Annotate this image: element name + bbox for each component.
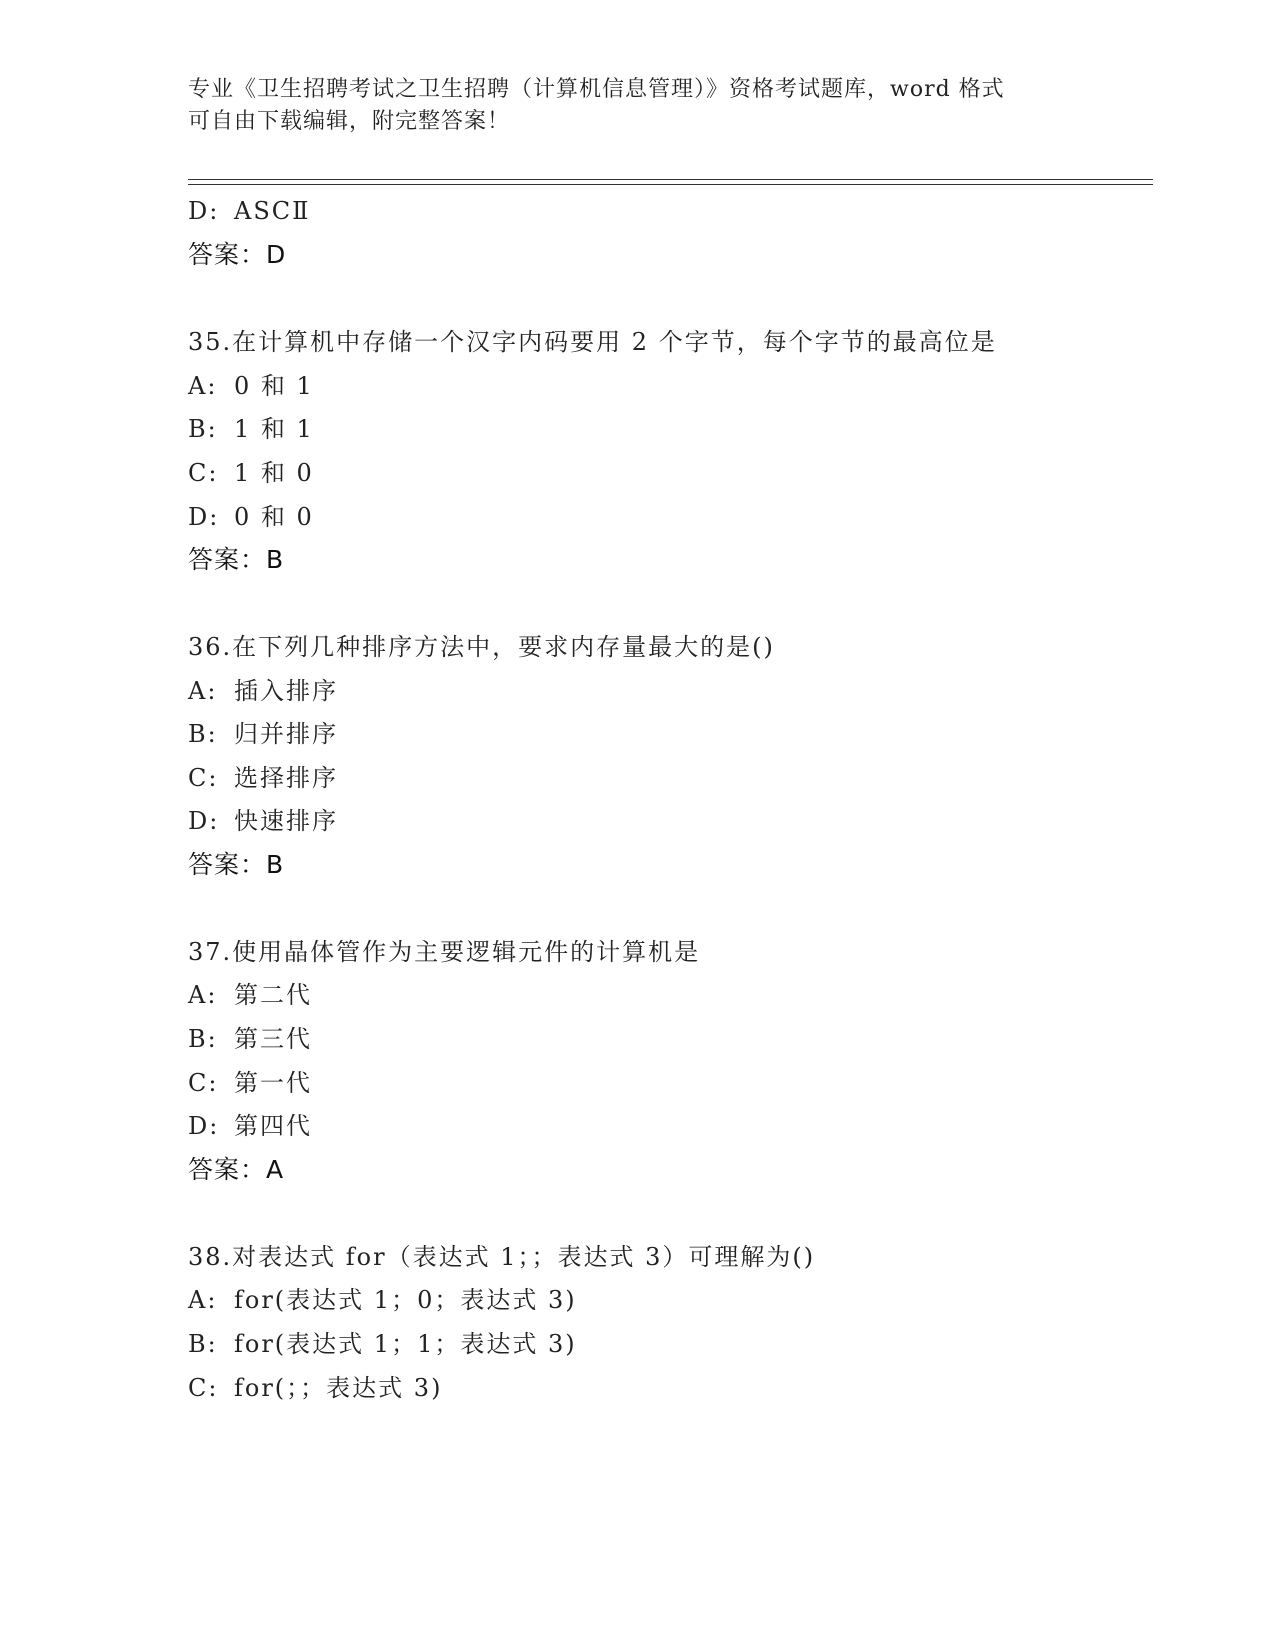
option-label: A: — [188, 677, 218, 705]
q36-option-a — [188, 676, 338, 706]
q37-option-a — [188, 980, 312, 1010]
prev-option-d — [188, 196, 310, 226]
option-text: 1 和 1 — [234, 415, 314, 443]
option-label: B: — [188, 720, 218, 748]
header-line-2: 可自由下载编辑，附完整答案！ — [188, 109, 511, 134]
option-text: 快速排序 — [234, 807, 338, 835]
option-text: 第一代 — [234, 1069, 312, 1097]
q38-option-c — [188, 1373, 442, 1403]
q36-option-d — [188, 806, 338, 836]
option-label: B: — [188, 1025, 218, 1053]
q38-option-a — [188, 1285, 577, 1315]
option-text: 第四代 — [234, 1112, 312, 1140]
header-rule-bottom — [188, 184, 1153, 185]
q35-answer: 答案：B — [188, 545, 285, 574]
option-text: for(；；表达式 3) — [234, 1374, 443, 1402]
q38-option-b — [188, 1329, 577, 1359]
option-label: D: — [188, 503, 220, 531]
option-text: 1 和 0 — [234, 459, 314, 487]
q36-option-c — [188, 763, 338, 793]
question-35: 35.在计算机中存储一个汉字内码要用 2 个字节，每个字节的最高位是 — [188, 328, 997, 356]
question-36: 36.在下列几种排序方法中，要求内存量最大的是() — [188, 633, 775, 661]
question-38: 38.对表达式 for（表达式 1；；表达式 3）可理解为() — [188, 1243, 816, 1271]
option-text: 第二代 — [234, 981, 312, 1009]
option-label: A: — [188, 372, 218, 400]
option-text: ASCⅡ — [234, 197, 311, 225]
header-line-1: 专业《卫生招聘考试之卫生招聘（计算机信息管理）》资格考试题库，word 格式 — [188, 77, 1005, 102]
header-rule-top — [188, 179, 1153, 180]
q35-option-b — [188, 414, 314, 444]
option-label: A: — [188, 1286, 218, 1314]
option-label: B: — [188, 1330, 218, 1358]
option-text: 插入排序 — [234, 677, 338, 705]
option-text: 0 和 1 — [234, 372, 314, 400]
question-37: 37.使用晶体管作为主要逻辑元件的计算机是 — [188, 938, 701, 966]
option-label: A: — [188, 981, 218, 1009]
option-label: B: — [188, 415, 218, 443]
q37-answer: 答案：A — [188, 1155, 285, 1184]
option-label: C: — [188, 1069, 219, 1097]
option-text: 选择排序 — [234, 764, 338, 792]
option-label: D: — [188, 1112, 220, 1140]
q36-option-b — [188, 719, 338, 749]
option-label: D: — [188, 197, 220, 225]
option-text: for(表达式 1；1；表达式 3) — [234, 1330, 577, 1358]
option-text: 0 和 0 — [234, 503, 314, 531]
option-text: for(表达式 1；0；表达式 3) — [234, 1286, 577, 1314]
q35-option-d — [188, 502, 314, 532]
q36-answer: 答案：B — [188, 850, 285, 879]
option-text: 第三代 — [234, 1025, 312, 1053]
q35-option-c — [188, 458, 314, 488]
option-label: C: — [188, 764, 219, 792]
q35-option-a — [188, 371, 314, 401]
q37-option-c — [188, 1068, 312, 1098]
q37-option-b — [188, 1024, 312, 1054]
q37-option-d — [188, 1111, 312, 1141]
option-text: 归并排序 — [234, 720, 338, 748]
prev-answer: 答案：D — [188, 240, 287, 269]
document-header — [188, 74, 1088, 138]
option-label: C: — [188, 459, 219, 487]
option-label: D: — [188, 807, 220, 835]
option-label: C: — [188, 1374, 219, 1402]
